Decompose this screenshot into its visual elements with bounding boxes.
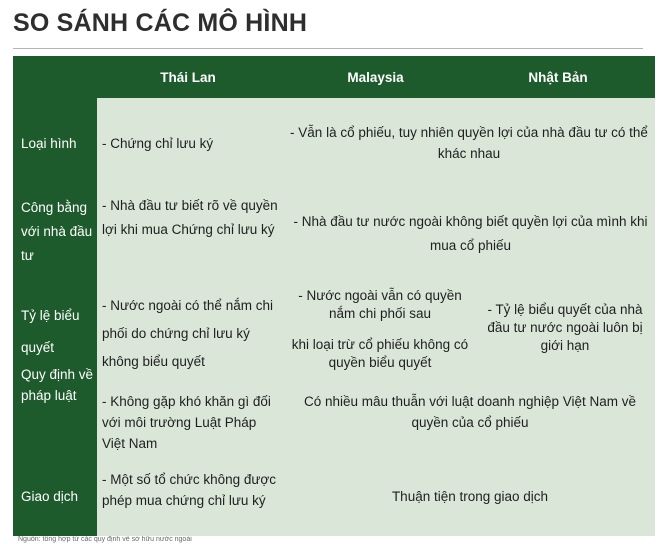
- row-label-fairness: Công bằng với nhà đầu tư: [21, 200, 93, 263]
- row-label-type: Loại hình: [21, 136, 77, 151]
- cell-fairness-malaysia-japan: - Nhà đầu tư nước ngoài không biết quyền lợi của mình khi mua cổ phiếu: [293, 214, 648, 253]
- header-thailand: Thái Lan: [160, 70, 216, 85]
- row-label-trading: Giao dịch: [21, 489, 79, 504]
- cell-voting-thailand: - Nước ngoài có thể nắm chi phối do chứng chỉ lưu ký không biểu quyết: [102, 298, 273, 369]
- footnote: Nguồn: tổng hợp từ các quy định về sở hữu nước ngoài: [18, 536, 192, 543]
- cell-law-malaysia-japan: Có nhiều mâu thuẫn với luật doanh nghiệp Việt Nam về quyền của cổ phiếu: [303, 394, 637, 430]
- cell-voting-malaysia-a: - Nước ngoài vẫn có quyền nắm chi phối sau: [298, 288, 462, 321]
- cell-voting-malaysia-b: khi loại trừ cổ phiếu không có quyền biểu quyết: [291, 337, 469, 370]
- cell-trading-malaysia-japan: Thuận tiện trong giao dịch: [391, 489, 549, 504]
- row-label-law: Quy định về pháp luật: [21, 367, 94, 403]
- cell-trading-thailand: - Một số tổ chức không được phép mua chứng chỉ lưu ký: [102, 472, 276, 508]
- cell-voting-japan: - Tỷ lệ biểu quyết của nhà đầu tư nước ngoài luôn bị giới hạn: [487, 302, 643, 353]
- cell-law-thailand: - Không gặp khó khăn gì đối với môi trường Luật Pháp Việt Nam: [102, 394, 271, 451]
- row-label-voting: Tỷ lệ biểu quyết: [21, 308, 80, 355]
- cell-fairness-thailand: - Nhà đầu tư biết rõ về quyền lợi khi mua Chứng chỉ lưu ký: [102, 198, 278, 237]
- cell-type-thailand: - Chứng chỉ lưu ký: [102, 136, 214, 151]
- table-header: [13, 56, 655, 98]
- page-title: SO SÁNH CÁC MÔ HÌNH: [13, 9, 308, 37]
- cell-type-malaysia-japan: - Vẫn là cổ phiếu, tuy nhiên quyền lợi của nhà đầu tư có thể khác nhau: [290, 125, 648, 161]
- title-divider: [13, 48, 643, 49]
- header-malaysia: Malaysia: [347, 70, 404, 85]
- header-japan: Nhật Bản: [528, 70, 588, 85]
- comparison-table: [13, 56, 655, 536]
